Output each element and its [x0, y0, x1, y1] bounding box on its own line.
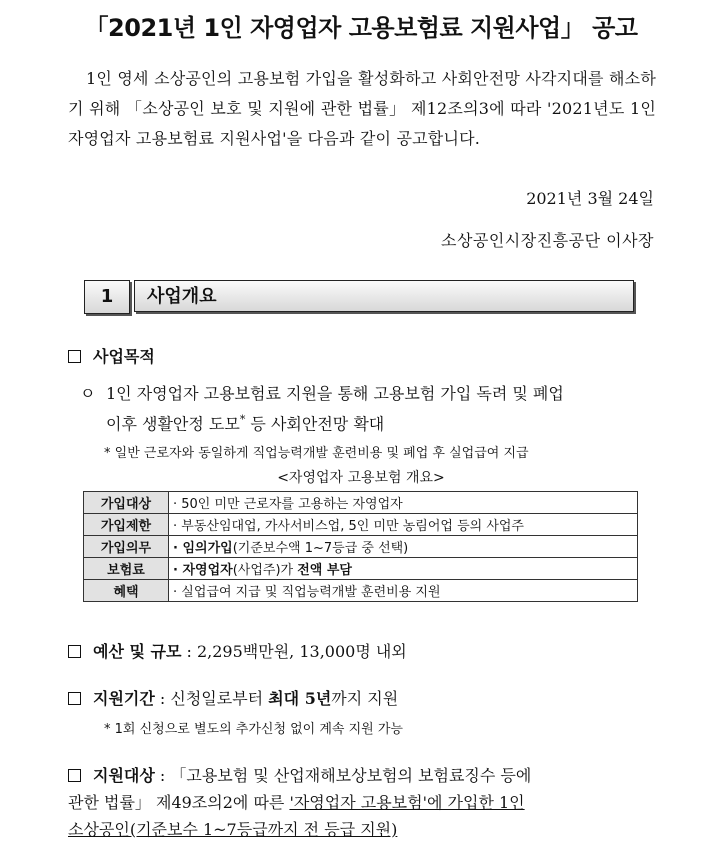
target-row: [68, 762, 658, 843]
purpose-bullet-line1: [80, 380, 656, 408]
target-text-1: : 「고용보험 및 산업재해보상보험의 보험료징수 등에: [154, 766, 532, 785]
insurance-overview-table: [83, 491, 638, 602]
row-label: 가입대상: [84, 492, 169, 514]
row-label: 보험료: [84, 558, 169, 580]
purpose-heading-row: [68, 344, 155, 367]
announcement-date: 2021년 3월 24일: [526, 189, 654, 208]
table-row: [84, 492, 638, 514]
purpose-heading: 사업목적: [93, 347, 155, 366]
purpose-text-1: 1인 자영업자 고용보험료 지원을 통해 고용보험 가입 독려 및 폐업: [106, 384, 564, 403]
checkbox-square-icon: [68, 769, 81, 782]
checkbox-square-icon: [68, 645, 81, 658]
purpose-text-2b: 등 사회안전망 확대: [245, 414, 385, 434]
target-line3: [68, 816, 658, 843]
period-row: [68, 686, 398, 709]
table-row: [84, 514, 638, 536]
row-value-bold: · 임의가입: [173, 541, 233, 556]
row-label: 가입제한: [84, 514, 169, 536]
row-value-mid: (사업주)가: [232, 563, 298, 578]
row-label: 가입의무: [84, 536, 169, 558]
period-heading: 지원기간: [93, 689, 155, 708]
target-line2: [68, 789, 658, 816]
footnote-star: *: [239, 413, 246, 426]
table-caption: <자영업자 고용보험 개요>: [277, 470, 445, 486]
table-row: [84, 580, 638, 602]
row-value-rest: (기준보수액 1~7등급 중 선택): [232, 541, 409, 556]
section-number: 1: [84, 280, 130, 314]
purpose-note: * 일반 근로자와 동일하게 직업능력개발 훈련비용 및 폐업 후 실업급여 지급: [104, 446, 529, 461]
purpose-text-2a: 이후 생활안정 도모: [106, 414, 240, 434]
table-row: [84, 536, 638, 558]
row-value: · 50인 미만 근로자를 고용하는 자영업자: [169, 492, 638, 514]
budget-heading: 예산 및 규모: [93, 642, 182, 661]
row-value: [169, 558, 638, 580]
section-title: 사업개요: [134, 280, 634, 312]
page-title: 「2021년 1인 자영업자 고용보험료 지원사업」 공고: [84, 14, 638, 42]
bullet-circle-icon: ㅇ: [80, 384, 96, 403]
checkbox-square-icon: [68, 692, 81, 705]
purpose-bullet-line2: [106, 406, 682, 438]
checkbox-square-icon: [68, 350, 81, 363]
target-text-2: 관한 법률」 제49조의2에 따른: [68, 793, 290, 812]
period-post: 까지 지원: [331, 689, 399, 708]
budget-row: [68, 639, 407, 662]
intro-paragraph: 1인 영세 소상공인의 고용보험 가입을 활성화하고 사회안전망 사각지대를 해소하기 위해 「소상공인 보호 및 지원에 관한 법률」 제12조의3에 따라 '2021년도 1인 자영업자 고용보험료 지원사업'을 다음과 같이 공고합니다.: [68, 69, 656, 148]
period-bold: 최대 5년: [268, 689, 332, 708]
row-value: [169, 536, 638, 558]
signer: 소상공인시장진흥공단 이사장: [440, 231, 654, 250]
period-note: * 1회 신청으로 별도의 추가신청 없이 계속 지원 가능: [104, 722, 403, 737]
row-value-bold: · 자영업자: [173, 563, 233, 578]
target-heading: 지원대상: [93, 766, 155, 785]
period-pre: : 신청일로부터: [154, 689, 269, 708]
row-value: · 실업급여 지급 및 직업능력개발 훈련비용 지원: [169, 580, 638, 602]
section-header: [84, 280, 636, 314]
row-label: 혜택: [84, 580, 169, 602]
target-line1: [68, 762, 658, 789]
target-text-3-underlined: 소상공인(기준보수 1~7등급까지 전 등급 지원): [68, 820, 398, 839]
row-value-bold2: 전액 부담: [297, 563, 352, 578]
target-text-2-underlined: '자영업자 고용보험'에 가입한 1인: [289, 793, 525, 812]
budget-value: : 2,295백만원, 13,000명 내외: [181, 642, 407, 661]
table-row: [84, 558, 638, 580]
row-value: · 부동산임대업, 가사서비스업, 5인 미만 농림어업 등의 사업주: [169, 514, 638, 536]
